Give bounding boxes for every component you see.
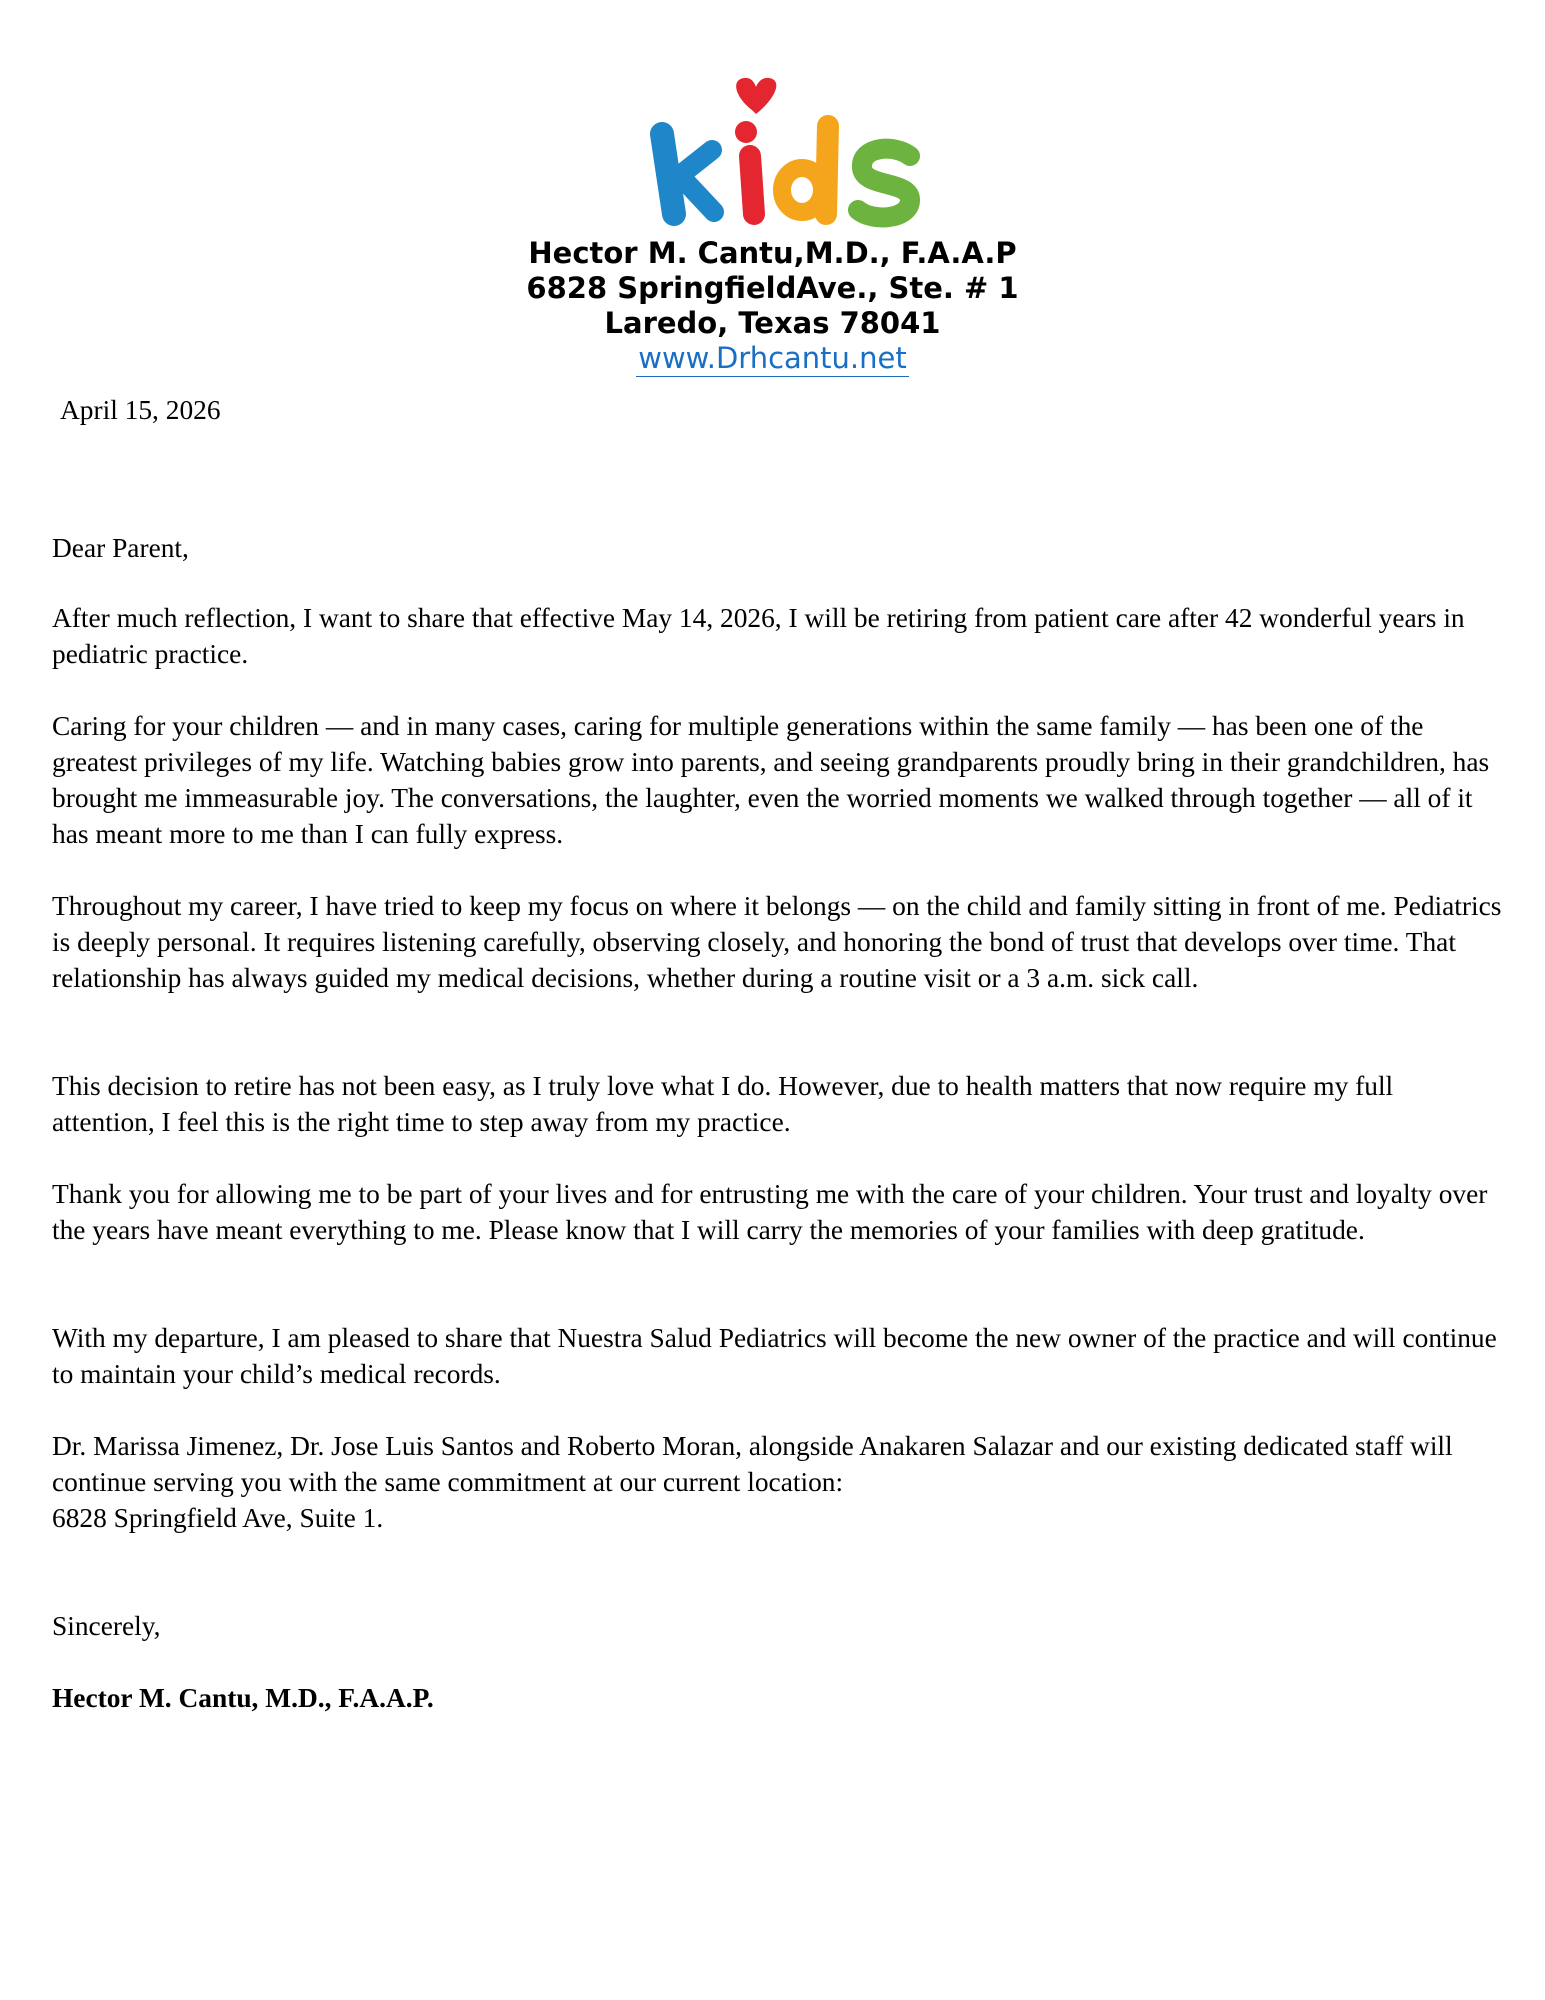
- logo-letter-i: [735, 121, 757, 214]
- logo-letter-s: [858, 149, 910, 218]
- signature-name: Hector M. Cantu, M.D., F.A.A.P.: [52, 1683, 434, 1713]
- salutation: Dear Parent,: [52, 533, 189, 563]
- paragraph-6: With my departure, I am pleased to share that Nuestra Salud Pediatrics will become the new owner of the practice and will continue to maintain your child’s medical records.: [52, 1323, 1497, 1389]
- practice-location: 6828 Springfield Ave, Suite 1.: [52, 1503, 384, 1533]
- address-line-2: Laredo, Texas 78041: [604, 306, 941, 340]
- letterhead: [0, 236, 1545, 377]
- heart-icon: [736, 78, 776, 114]
- paragraph-2: Caring for your children — and in many cases, caring for multiple generations within the same family — has been one of the greatest privileges of my life. Watching babies grow into parents, and seeing grandparents proudly bring in their grandchildren, has brought me immeasurable joy. The conversations, the laughter, even the worried moments we walked through together — all of it has meant more to me than I can fully express.: [52, 711, 1490, 849]
- paragraph-7: Dr. Marissa Jimenez, Dr. Jose Luis Santos and Roberto Moran, alongside Anakaren Salazar and our existing dedicated staff will continue serving you with the same commitment at our current location:: [52, 1431, 1453, 1497]
- paragraph-4: This decision to retire has not been easy, as I truly love what I do. However, due to health matters that now require my full attention, I feel this is the right time to step away from my practice.: [52, 1071, 1394, 1137]
- paragraph-5: Thank you for allowing me to be part of your lives and for entrusting me with the care of your children. Your trust and loyalty over the years have meant everything to me. Please know that I will carry the memories of your families with deep gratitude.: [52, 1179, 1488, 1245]
- paragraph-3: Throughout my career, I have tried to keep my focus on where it belongs — on the child and family sitting in front of me. Pediatrics is deeply personal. It requires listening carefully, observing closely, and honoring the bond of trust that develops over time. That relationship has always guided my medical decisions, whether during a routine visit or a 3 a.m. sick call.: [52, 891, 1502, 993]
- logo-letter-d: [782, 126, 828, 214]
- closing: Sincerely,: [52, 1611, 161, 1641]
- address-line-1: 6828 SpringfieldAve., Ste. # 1: [526, 271, 1019, 305]
- kids-logo: [640, 76, 930, 236]
- logo-letter-k: [662, 134, 714, 214]
- doctor-name: Hector M. Cantu,M.D., F.A.A.P: [528, 236, 1017, 270]
- letter-date: April 15, 2026: [60, 395, 221, 425]
- website-link[interactable]: www.Drhcantu.net: [638, 341, 907, 375]
- paragraph-1: After much reflection, I want to share that effective May 14, 2026, I will be retiring from patient care after 42 wonderful years in pediatric practice.: [52, 603, 1465, 669]
